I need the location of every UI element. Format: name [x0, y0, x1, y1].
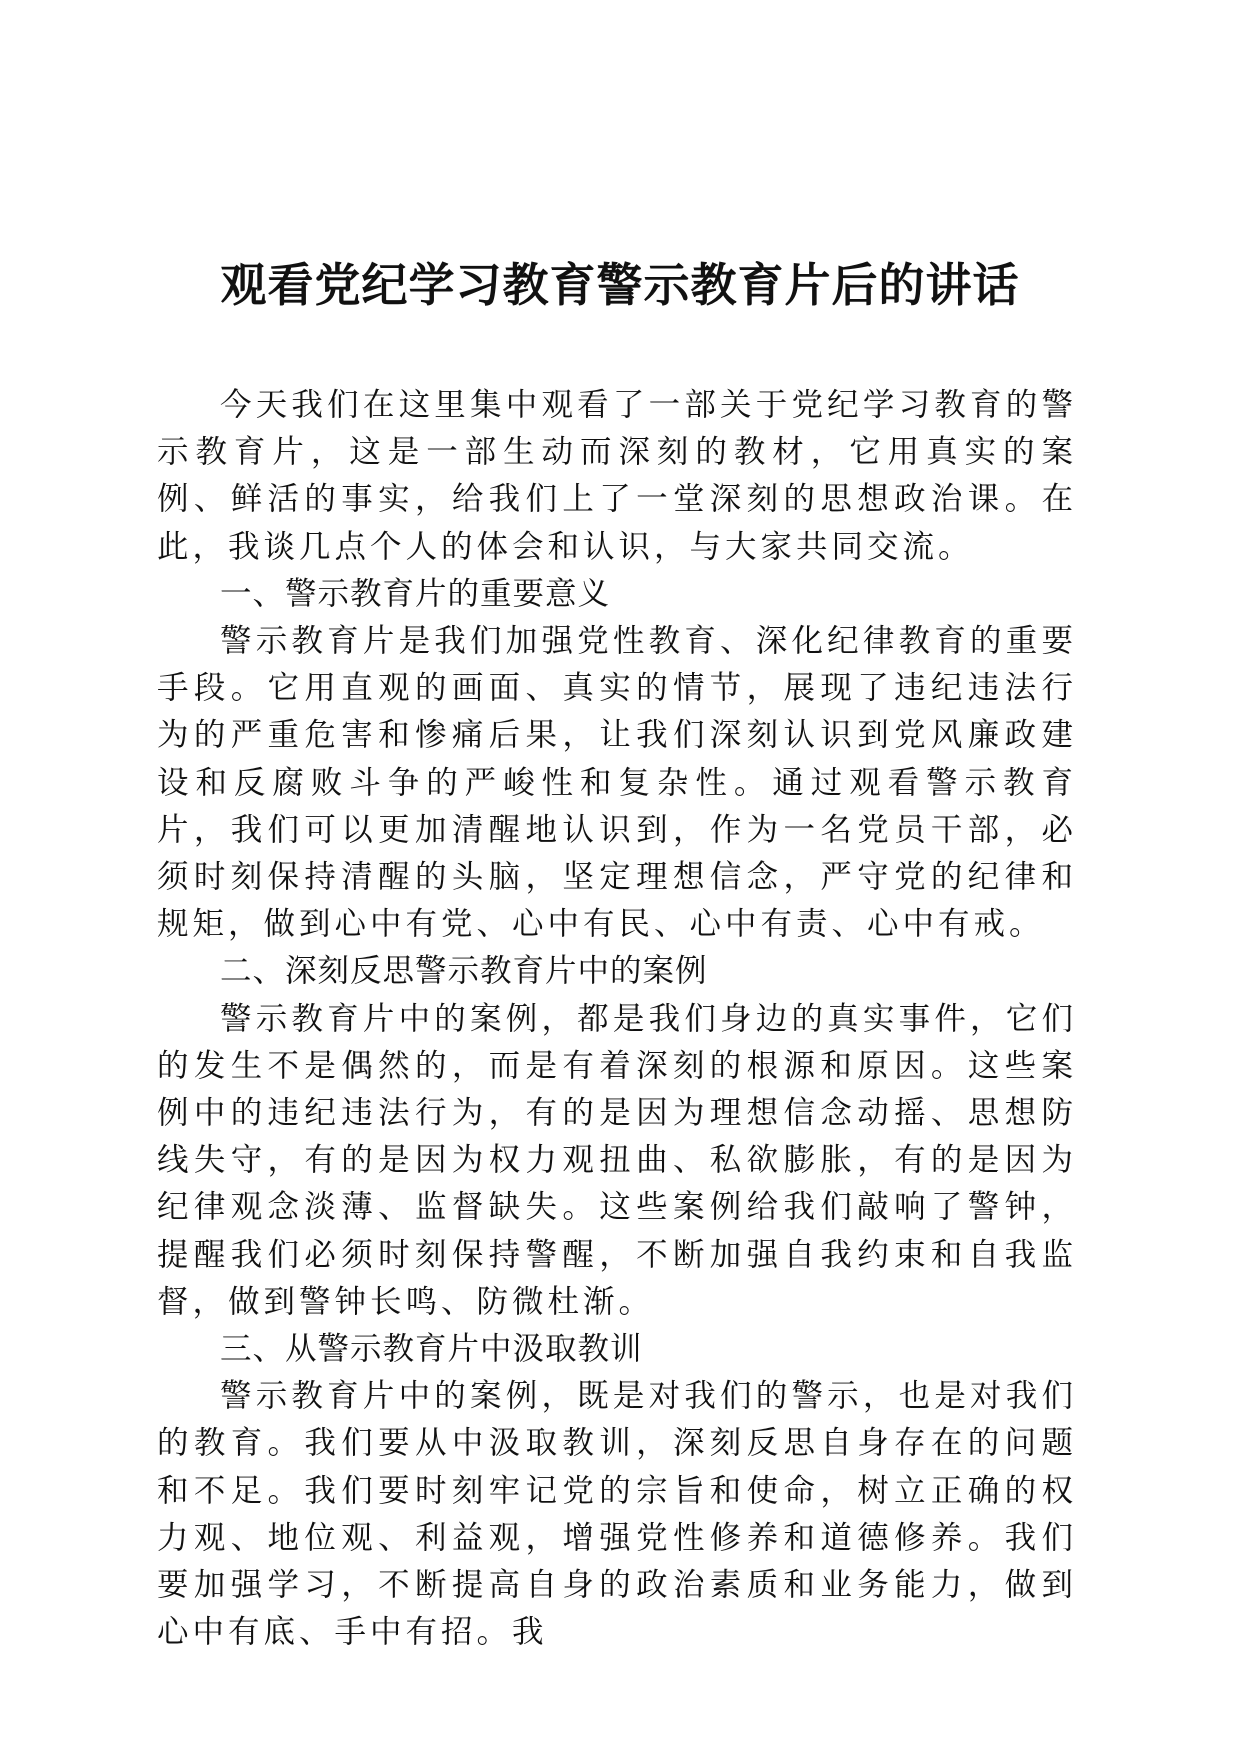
intro-paragraph: 今天我们在这里集中观看了一部关于党纪学习教育的警示教育片，这是一部生动而深刻的教材，它用真实的案例、鲜活的事实，给我们上了一堂深刻的思想政治课。在此，我谈几点个人的体会和认识，与大家共同交流。 — [157, 387, 1077, 565]
section-paragraph-2: 警示教育片中的案例，都是我们身边的真实事件，它们的发生不是偶然的，而是有着深刻的根源和原因。这些案例中的违纪违法行为，有的是因为理想信念动摇、思想防线失守，有的是因为权力观扭曲、私欲膨胀，有的是因为纪律观念淡薄、监督缺失。这些案例给我们敲响了警钟，提醒我们必须时刻保持警醒，不断加强自我约束和自我监督，做到警钟长鸣、防微杜渐。 — [157, 1000, 1077, 1320]
section-heading-2: 二、深刻反思警示教育片中的案例 — [220, 953, 708, 990]
document-body — [157, 382, 1077, 1656]
section-paragraph-1: 警示教育片是我们加强党性教育、深化纪律教育的重要手段。它用直观的画面、真实的情节，展现了违纪违法行为的严重危害和惨痛后果，让我们深刻认识到党风廉政建设和反腐败斗争的严峻性和复杂性。通过观看警示教育片，我们可以更加清醒地认识到，作为一名党员干部，必须时刻保持清醒的头脑，坚定理想信念，严守党的纪律和规矩，做到心中有党、心中有民、心中有责、心中有戒。 — [157, 623, 1077, 943]
document-title: 观看党纪学习教育警示教育片后的讲话 — [220, 258, 1020, 312]
section-paragraph-3: 警示教育片中的案例，既是对我们的警示，也是对我们的教育。我们要从中汲取教训，深刻反思自身存在的问题和不足。我们要时刻牢记党的宗旨和使命，树立正确的权力观、地位观、利益观，增强党性修养和道德修养。我们要加强学习，不断提高自身的政治素质和业务能力，做到心中有底、手中有招。我 — [157, 1378, 1077, 1651]
section-heading-3: 三、从警示教育片中汲取教训 — [220, 1331, 643, 1368]
section-heading-1: 一、警示教育片的重要意义 — [220, 575, 611, 612]
